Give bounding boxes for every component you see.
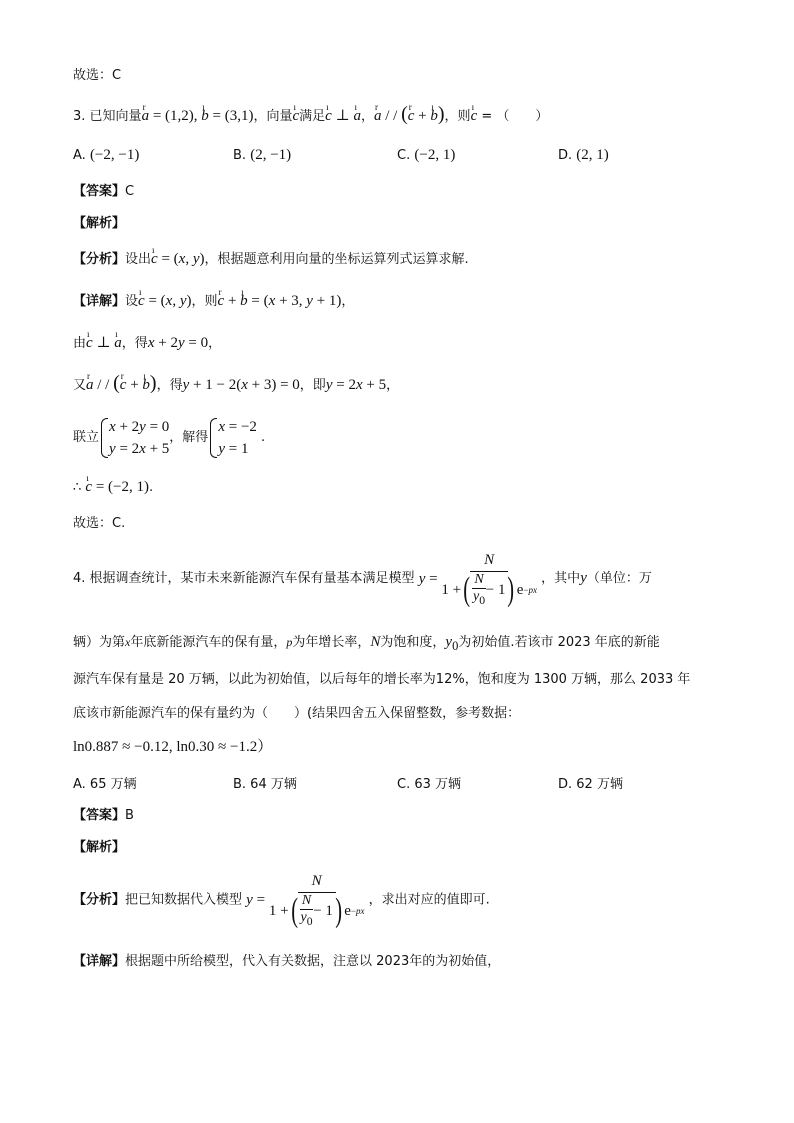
detail-line: 又r a / / (r c + ı b)，得y + 1 − 2(x + 3) = 0，即y = 2x + 5， xyxy=(73,373,399,396)
question-4-line: 底该市新能源汽车的保有量约为（ ）(结果四舍五入保留整数，参考数据： xyxy=(73,706,521,721)
detail-system: 联立x + 2y = 0 y = 2x + 5，解得x = −2 y = 1 . xyxy=(73,414,265,462)
answer-line: 【答案】B xyxy=(73,808,134,823)
question-4-line: ln0.887 ≈ −0.12, ln0.30 ≈ −1.2） xyxy=(73,739,273,755)
option-a: A. (−2, −1) xyxy=(73,147,140,163)
question-4: 4. 根据调查统计，某市未来新能源汽车保有量基本满足模型 y = N 1 + ( $\frac{N}{y_0}$ − 1 ) e −px ，其中y（单位：万 xyxy=(73,544,652,613)
q4-option-b: B. 64 万辆 xyxy=(233,777,297,792)
answer-line: 【答案】C xyxy=(73,184,135,199)
option-b: B. (2, −1) xyxy=(233,147,292,163)
analysis-line: 【分析】把已知数据代入模型 y = N 1 + ( $\frac{N}{y_0}$ − 1 ) e −px ，求出对应的值即可. xyxy=(73,866,490,935)
question-4-line: 源汽车保有量是 20 万辆，以此为初始值，以后每年的增长率为12%，饱和度为 1300 万辆，那么 2033 年 xyxy=(73,672,691,687)
q4-option-d: D. 62 万辆 xyxy=(558,777,623,792)
q4-option-c: C. 63 万辆 xyxy=(397,777,462,792)
analysis-heading: 【解析】 xyxy=(73,840,126,855)
detail-line: ∴ ı c = (−2, 1). xyxy=(73,477,153,498)
analysis-heading: 【解析】 xyxy=(73,216,126,231)
detail-line: 由ı c ⊥ ı a，得x + 2y = 0， xyxy=(73,333,221,354)
detail-line: 【详解】设ı c = (x, y)，则r c + ı b = (x + 3, y + 1)， xyxy=(73,291,354,312)
analysis-line: 【分析】设出ı c = (x, y)，根据题意利用向量的坐标运算列式运算求解. xyxy=(73,249,469,270)
text-line: 故选：C xyxy=(73,68,122,83)
q4-option-a: A. 65 万辆 xyxy=(73,777,137,792)
option-c: C. (−2, 1) xyxy=(397,147,456,163)
question-4-line: 辆）为第x年底新能源汽车的保有量，p为年增长率，N为饱和度，$y_0$为初始值.若该市 2023 年底的新能 xyxy=(73,634,660,653)
text-line: 故选：C. xyxy=(73,516,126,531)
option-d: D. (2, 1) xyxy=(558,147,609,163)
question-3: 3. 已知向量r a = (1,2), ı b = (3,1)，向量ı c满足ı c ⊥ ı a，r a / / (r c + ı b)，则ı c = （ ） xyxy=(73,104,548,127)
detail-line: 【详解】根据题中所给模型，代入有关数据，注意以 2023年的为初始值， xyxy=(73,954,501,969)
